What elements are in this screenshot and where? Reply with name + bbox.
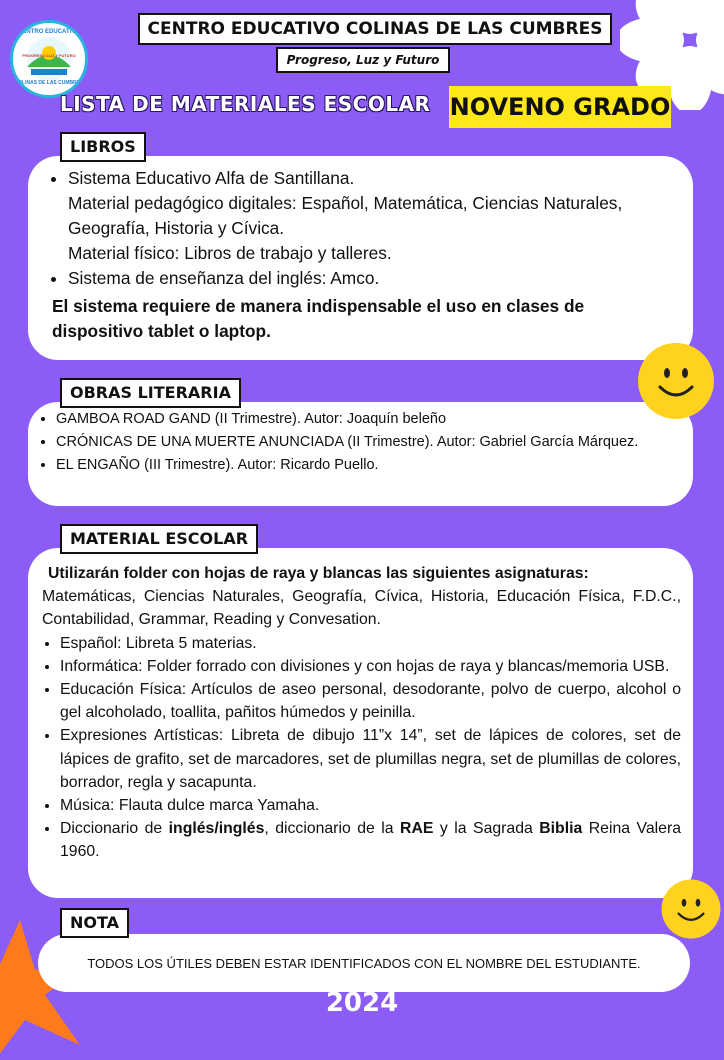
libros-item-text: Sistema Educativo Alfa de Santillana. bbox=[68, 168, 355, 188]
obras-item: • GAMBOA ROAD GAND (II Trimestre). Autor: Joaquín beleño bbox=[56, 408, 673, 431]
nota-text: TODOS LOS ÚTILES DEBEN ESTAR IDENTIFICADOS CON EL NOMBRE DEL ESTUDIANTE. bbox=[87, 955, 641, 971]
libros-item-text: Sistema de enseñanza del inglés: Amco. bbox=[68, 268, 380, 288]
material-item: • Expresiones Artísticas: Libreta de dibujo 11”x 14”, set de lápices de colores, set de lápices de grafito, set de marcadores, set de plumillas negra, set de plumillas de colores, borrador, regla y sacapunta. bbox=[60, 724, 681, 794]
libros-heading: LIBROS bbox=[60, 132, 146, 162]
school-name: CENTRO EDUCATIVO COLINAS DE LAS CUMBRES bbox=[138, 13, 612, 45]
obras-item: • EL ENGAÑO (III Trimestre). Autor: Ricardo Puello. bbox=[56, 454, 673, 477]
material-card bbox=[28, 548, 693, 898]
obras-heading: OBRAS LITERARIA bbox=[60, 378, 241, 408]
dict-rae-bold: RAE bbox=[400, 820, 434, 838]
dict-text: , diccionario de la bbox=[264, 820, 401, 838]
material-intro-bold: Utilizarán folder con hojas de raya y blancas las siguientes asignaturas: bbox=[48, 565, 589, 582]
libros-item-digital: Material pedagógico digitales: Español, Matemática, Ciencias Naturales, Geografía, Historia y Cívica. bbox=[68, 193, 623, 238]
list-title: LISTA DE MATERIALES ESCOLAR bbox=[60, 92, 431, 116]
smiley-face-icon bbox=[636, 341, 716, 421]
nota-card bbox=[38, 934, 690, 992]
grade-badge: NOVENO GRADO bbox=[449, 86, 671, 128]
logo-text-top: CENTRO EDUCATIVO bbox=[18, 29, 80, 35]
material-heading: MATERIAL ESCOLAR bbox=[60, 524, 258, 554]
material-item: • Música: Flauta dulce marca Yamaha. bbox=[60, 794, 681, 817]
obras-item: • CRÓNICAS DE UNA MUERTE ANUNCIADA (II Trimestre). Autor: Gabriel García Márquez. bbox=[56, 431, 673, 454]
dict-text: y la Sagrada bbox=[433, 820, 540, 838]
libros-item bbox=[68, 166, 673, 266]
dict-text: Diccionario de bbox=[60, 820, 169, 838]
school-motto bbox=[276, 47, 450, 73]
libros-card bbox=[28, 156, 693, 360]
material-intro-subjects: Matemáticas, Ciencias Naturales, Geografía, Cívica, Historia, Educación Física, F.D.C., Contabilidad, Grammar, Reading y Convesation. bbox=[42, 588, 681, 629]
logo-text-mid: PROGRESO LUZ Y FUTURO bbox=[22, 53, 76, 58]
smiley-face-icon bbox=[660, 878, 722, 940]
school-logo bbox=[10, 20, 88, 98]
obras-card bbox=[28, 402, 693, 506]
dict-english-bold: inglés/inglés bbox=[168, 820, 265, 838]
motto-text: Progreso, Luz y Futuro bbox=[286, 53, 440, 67]
libros-item bbox=[68, 266, 673, 291]
libros-note: El sistema requiere de manera indispensable el uso en clases de dispositivo tablet o laptop. bbox=[52, 296, 585, 341]
material-item: • Educación Física: Artículos de aseo personal, desodorante, polvo de cuerpo, alcohol o gel alcoholado, toallita, pañitos húmedos y peinilla. bbox=[60, 678, 681, 724]
material-item: • Español: Libreta 5 materias. bbox=[60, 632, 681, 655]
dict-biblia-bold: Biblia bbox=[539, 820, 583, 838]
logo-text-bottom: COLINAS DE LAS CUMBRES bbox=[14, 80, 84, 86]
footer-year: 2024 bbox=[325, 988, 399, 1018]
dict-text: Reina Valera 1960. bbox=[60, 820, 681, 861]
material-item: • Informática: Folder forrado con divisiones y con hojas de raya y blancas/memoria USB. bbox=[60, 655, 681, 678]
nota-heading: NOTA bbox=[60, 908, 129, 938]
material-item-dictionaries bbox=[60, 817, 681, 863]
libros-item-fisico: Material físico: Libros de trabajo y talleres. bbox=[68, 243, 392, 263]
